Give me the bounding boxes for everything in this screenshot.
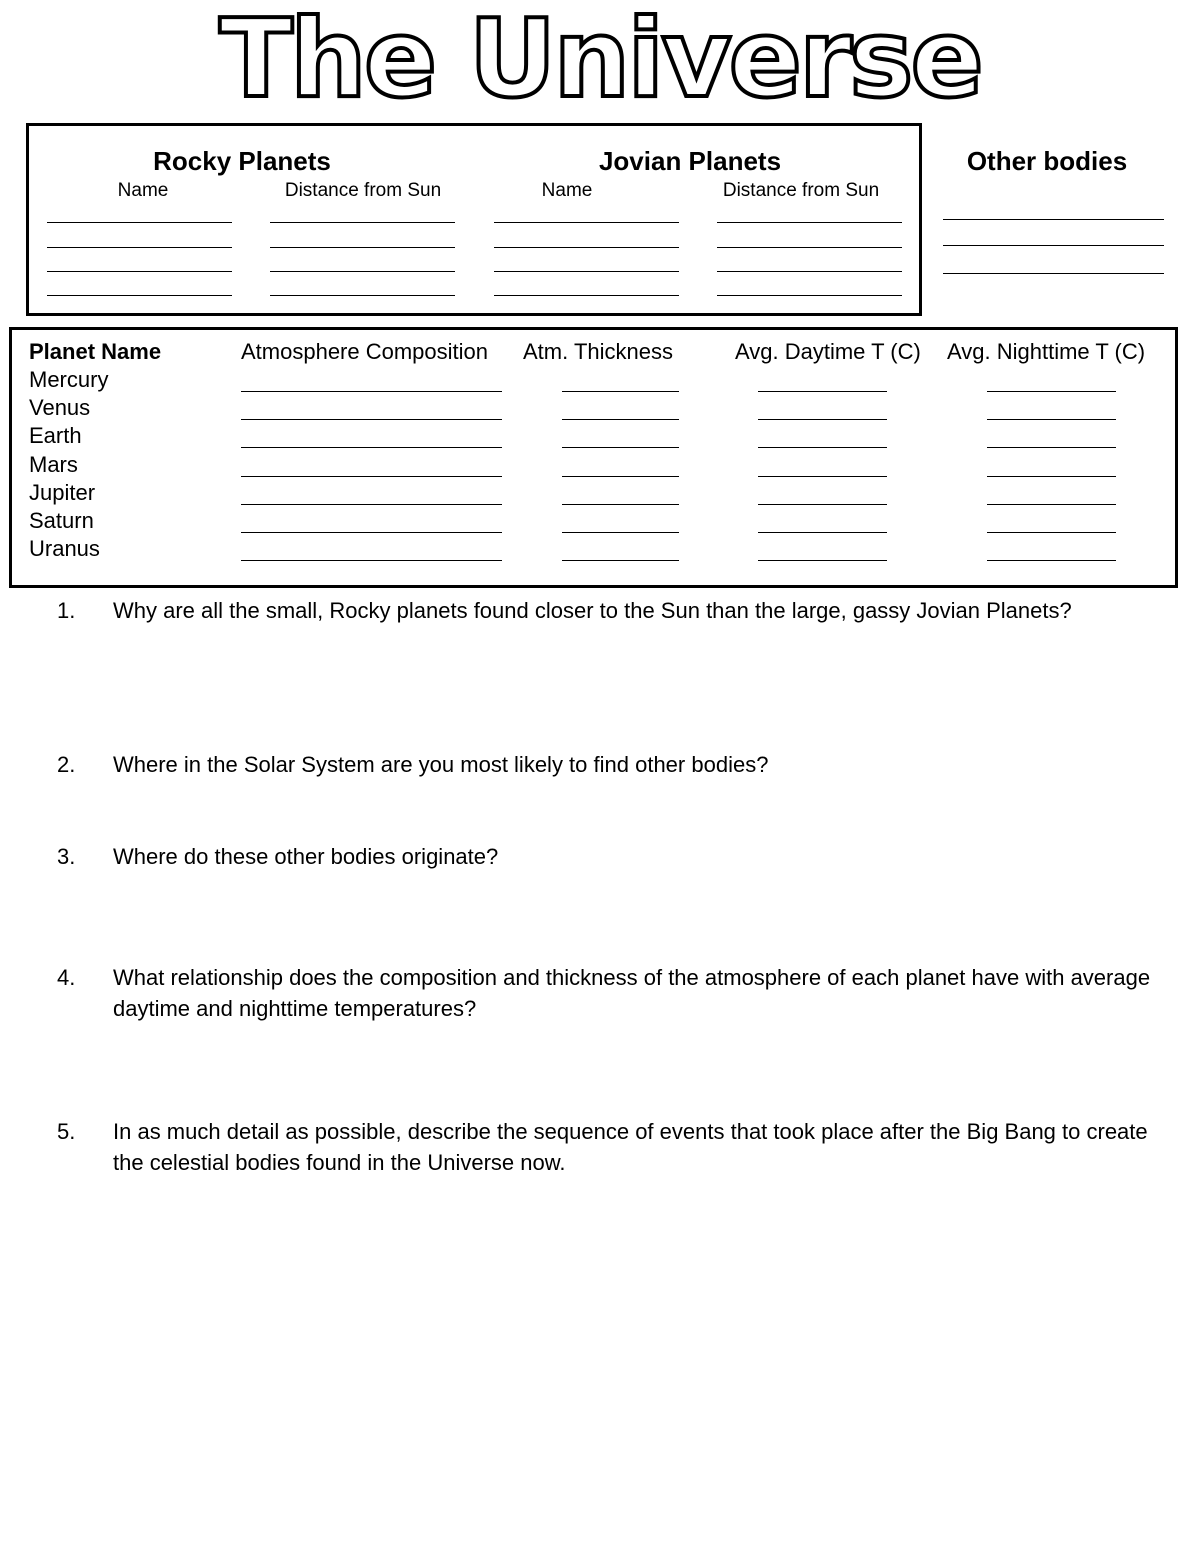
answer-blank[interactable]	[987, 419, 1116, 420]
answer-blank[interactable]	[241, 504, 502, 505]
other-bodies-heading: Other bodies	[966, 146, 1128, 176]
composition-header: Atmosphere Composition	[241, 339, 489, 364]
question-number: 3.	[57, 844, 76, 869]
answer-blank[interactable]	[270, 222, 455, 223]
answer-blank[interactable]	[758, 447, 887, 448]
answer-blank[interactable]	[241, 419, 502, 420]
answer-blank[interactable]	[943, 219, 1164, 220]
question-text: What relationship does the composition and thickness of the atmosphere of each planet have with average daytime and nighttime temperatures?	[113, 965, 1151, 1021]
answer-blank[interactable]	[987, 391, 1116, 392]
answer-blank[interactable]	[717, 295, 902, 296]
answer-blank[interactable]	[562, 504, 679, 505]
answer-blank[interactable]	[241, 476, 502, 477]
answer-blank[interactable]	[717, 247, 902, 248]
answer-blank[interactable]	[241, 560, 502, 561]
answer-blank[interactable]	[562, 476, 679, 477]
answer-blank[interactable]	[47, 295, 232, 296]
answer-blank[interactable]	[562, 391, 679, 392]
answer-blank[interactable]	[987, 532, 1116, 533]
answer-blank[interactable]	[270, 271, 455, 272]
answer-blank[interactable]	[562, 419, 679, 420]
answer-blank[interactable]	[987, 560, 1116, 561]
daytime-temp-header: Avg. Daytime T (C)	[735, 339, 921, 364]
answer-blank[interactable]	[987, 504, 1116, 505]
question-text: Why are all the small, Rocky planets found closer to the Sun than the large, gassy Jovian Planets?	[113, 598, 1072, 623]
page-title: The Universe	[219, 0, 981, 122]
question-text: In as much detail as possible, describe the sequence of events that took place after the Big Bang to create the celestial bodies found in the Universe now.	[113, 1119, 1148, 1175]
answer-blank[interactable]	[758, 391, 887, 392]
planet-row-label: Venus	[29, 395, 91, 420]
rocky-name-label: Name	[117, 180, 169, 201]
answer-blank[interactable]	[270, 295, 455, 296]
answer-blank[interactable]	[47, 247, 232, 248]
answer-blank[interactable]	[494, 271, 679, 272]
answer-blank[interactable]	[943, 245, 1164, 246]
answer-blank[interactable]	[987, 447, 1116, 448]
answer-blank[interactable]	[717, 222, 902, 223]
answer-blank[interactable]	[562, 532, 679, 533]
nighttime-temp-header: Avg. Nighttime T (C)	[947, 339, 1146, 364]
answer-blank[interactable]	[494, 222, 679, 223]
answer-blank[interactable]	[241, 532, 502, 533]
answer-blank[interactable]	[241, 447, 502, 448]
answer-blank[interactable]	[758, 532, 887, 533]
answer-blank[interactable]	[47, 222, 232, 223]
question-text: Where do these other bodies originate?	[113, 844, 499, 869]
answer-blank[interactable]	[758, 560, 887, 561]
question-number: 1.	[57, 598, 76, 623]
thickness-header: Atm. Thickness	[523, 339, 673, 364]
question-number: 5.	[57, 1119, 76, 1144]
jovian-planets-heading: Jovian Planets	[598, 146, 782, 176]
planet-row-label: Saturn	[29, 508, 94, 533]
planet-row-label: Mars	[29, 452, 78, 477]
jovian-name-label: Name	[541, 180, 593, 201]
answer-blank[interactable]	[494, 295, 679, 296]
planet-name-header: Planet Name	[29, 339, 162, 364]
rocky-distance-label: Distance from Sun	[284, 180, 442, 201]
answer-blank[interactable]	[562, 447, 679, 448]
answer-blank[interactable]	[47, 271, 232, 272]
answer-blank[interactable]	[241, 391, 502, 392]
answer-blank[interactable]	[562, 560, 679, 561]
answer-blank[interactable]	[758, 419, 887, 420]
question-text: Where in the Solar System are you most likely to find other bodies?	[113, 752, 769, 777]
planet-row-label: Jupiter	[29, 480, 96, 505]
question-number: 2.	[57, 752, 76, 777]
planet-row-label: Uranus	[29, 536, 100, 561]
answer-blank[interactable]	[758, 476, 887, 477]
planet-row-label: Mercury	[29, 367, 109, 392]
question-number: 4.	[57, 965, 76, 990]
planet-row-label: Earth	[29, 423, 82, 448]
answer-blank[interactable]	[270, 247, 455, 248]
rocky-planets-heading: Rocky Planets	[153, 146, 331, 176]
answer-blank[interactable]	[987, 476, 1116, 477]
jovian-distance-label: Distance from Sun	[722, 180, 880, 201]
answer-blank[interactable]	[943, 273, 1164, 274]
planet-table-box	[9, 327, 1178, 588]
answer-blank[interactable]	[717, 271, 902, 272]
answer-blank[interactable]	[758, 504, 887, 505]
answer-blank[interactable]	[494, 247, 679, 248]
